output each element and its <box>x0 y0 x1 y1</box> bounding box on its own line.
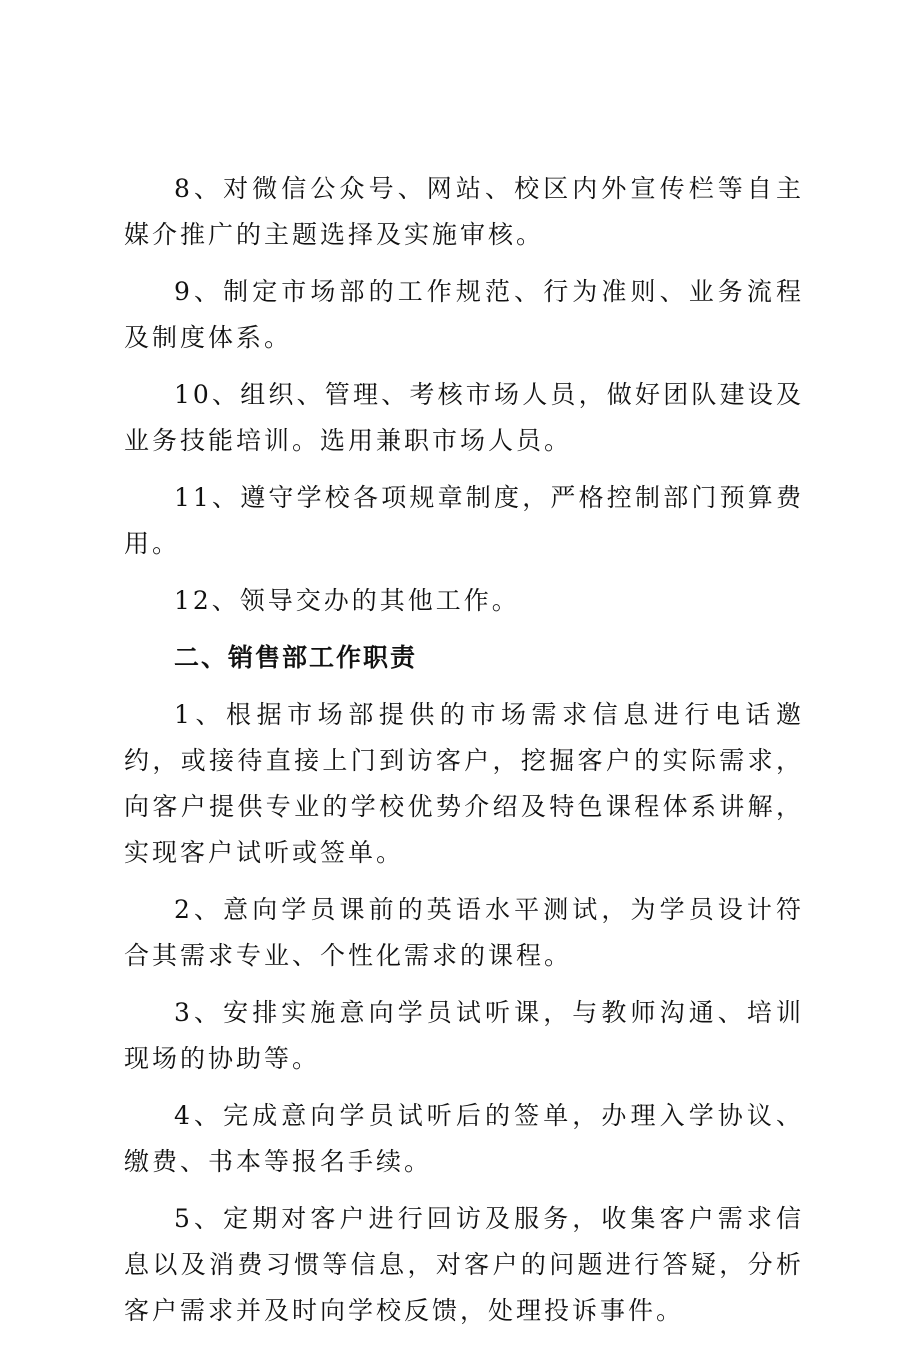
duty-item-11: 11、遵守学校各项规章制度，严格控制部门预算费用。 <box>124 483 804 558</box>
document-body <box>124 166 804 1345</box>
duty-item-12: 12、领导交办的其他工作。 <box>174 586 520 615</box>
duty-item-9: 9、制定市场部的工作规范、行为准则、业务流程及制度体系。 <box>124 277 804 352</box>
sales-duty-item-1: 1、根据市场部提供的市场需求信息进行电话邀约，或接待直接上门到访客户，挖掘客户的实际需求，向客户提供专业的学校优势介绍及特色课程体系讲解，实现客户试听或签单。 <box>124 700 804 867</box>
section-heading-sales: 二、销售部工作职责 <box>174 643 418 672</box>
duty-item-8: 8、对微信公众号、网站、校区内外宣传栏等自主媒介推广的主题选择及实施审核。 <box>124 174 804 249</box>
sales-duty-item-4: 4、完成意向学员试听后的签单，办理入学协议、缴费、书本等报名手续。 <box>124 1101 804 1176</box>
sales-duty-item-2: 2、意向学员课前的英语水平测试，为学员设计符合其需求专业、个性化需求的课程。 <box>124 895 804 970</box>
sales-duty-item-3: 3、安排实施意向学员试听课，与教师沟通、培训现场的协助等。 <box>124 998 804 1073</box>
duty-item-10: 10、组织、管理、考核市场人员，做好团队建设及业务技能培训。选用兼职市场人员。 <box>124 380 804 455</box>
sales-duty-item-5: 5、定期对客户进行回访及服务，收集客户需求信息以及消费习惯等信息，对客户的问题进行答疑，分析客户需求并及时向学校反馈，处理投诉事件。 <box>124 1204 804 1325</box>
